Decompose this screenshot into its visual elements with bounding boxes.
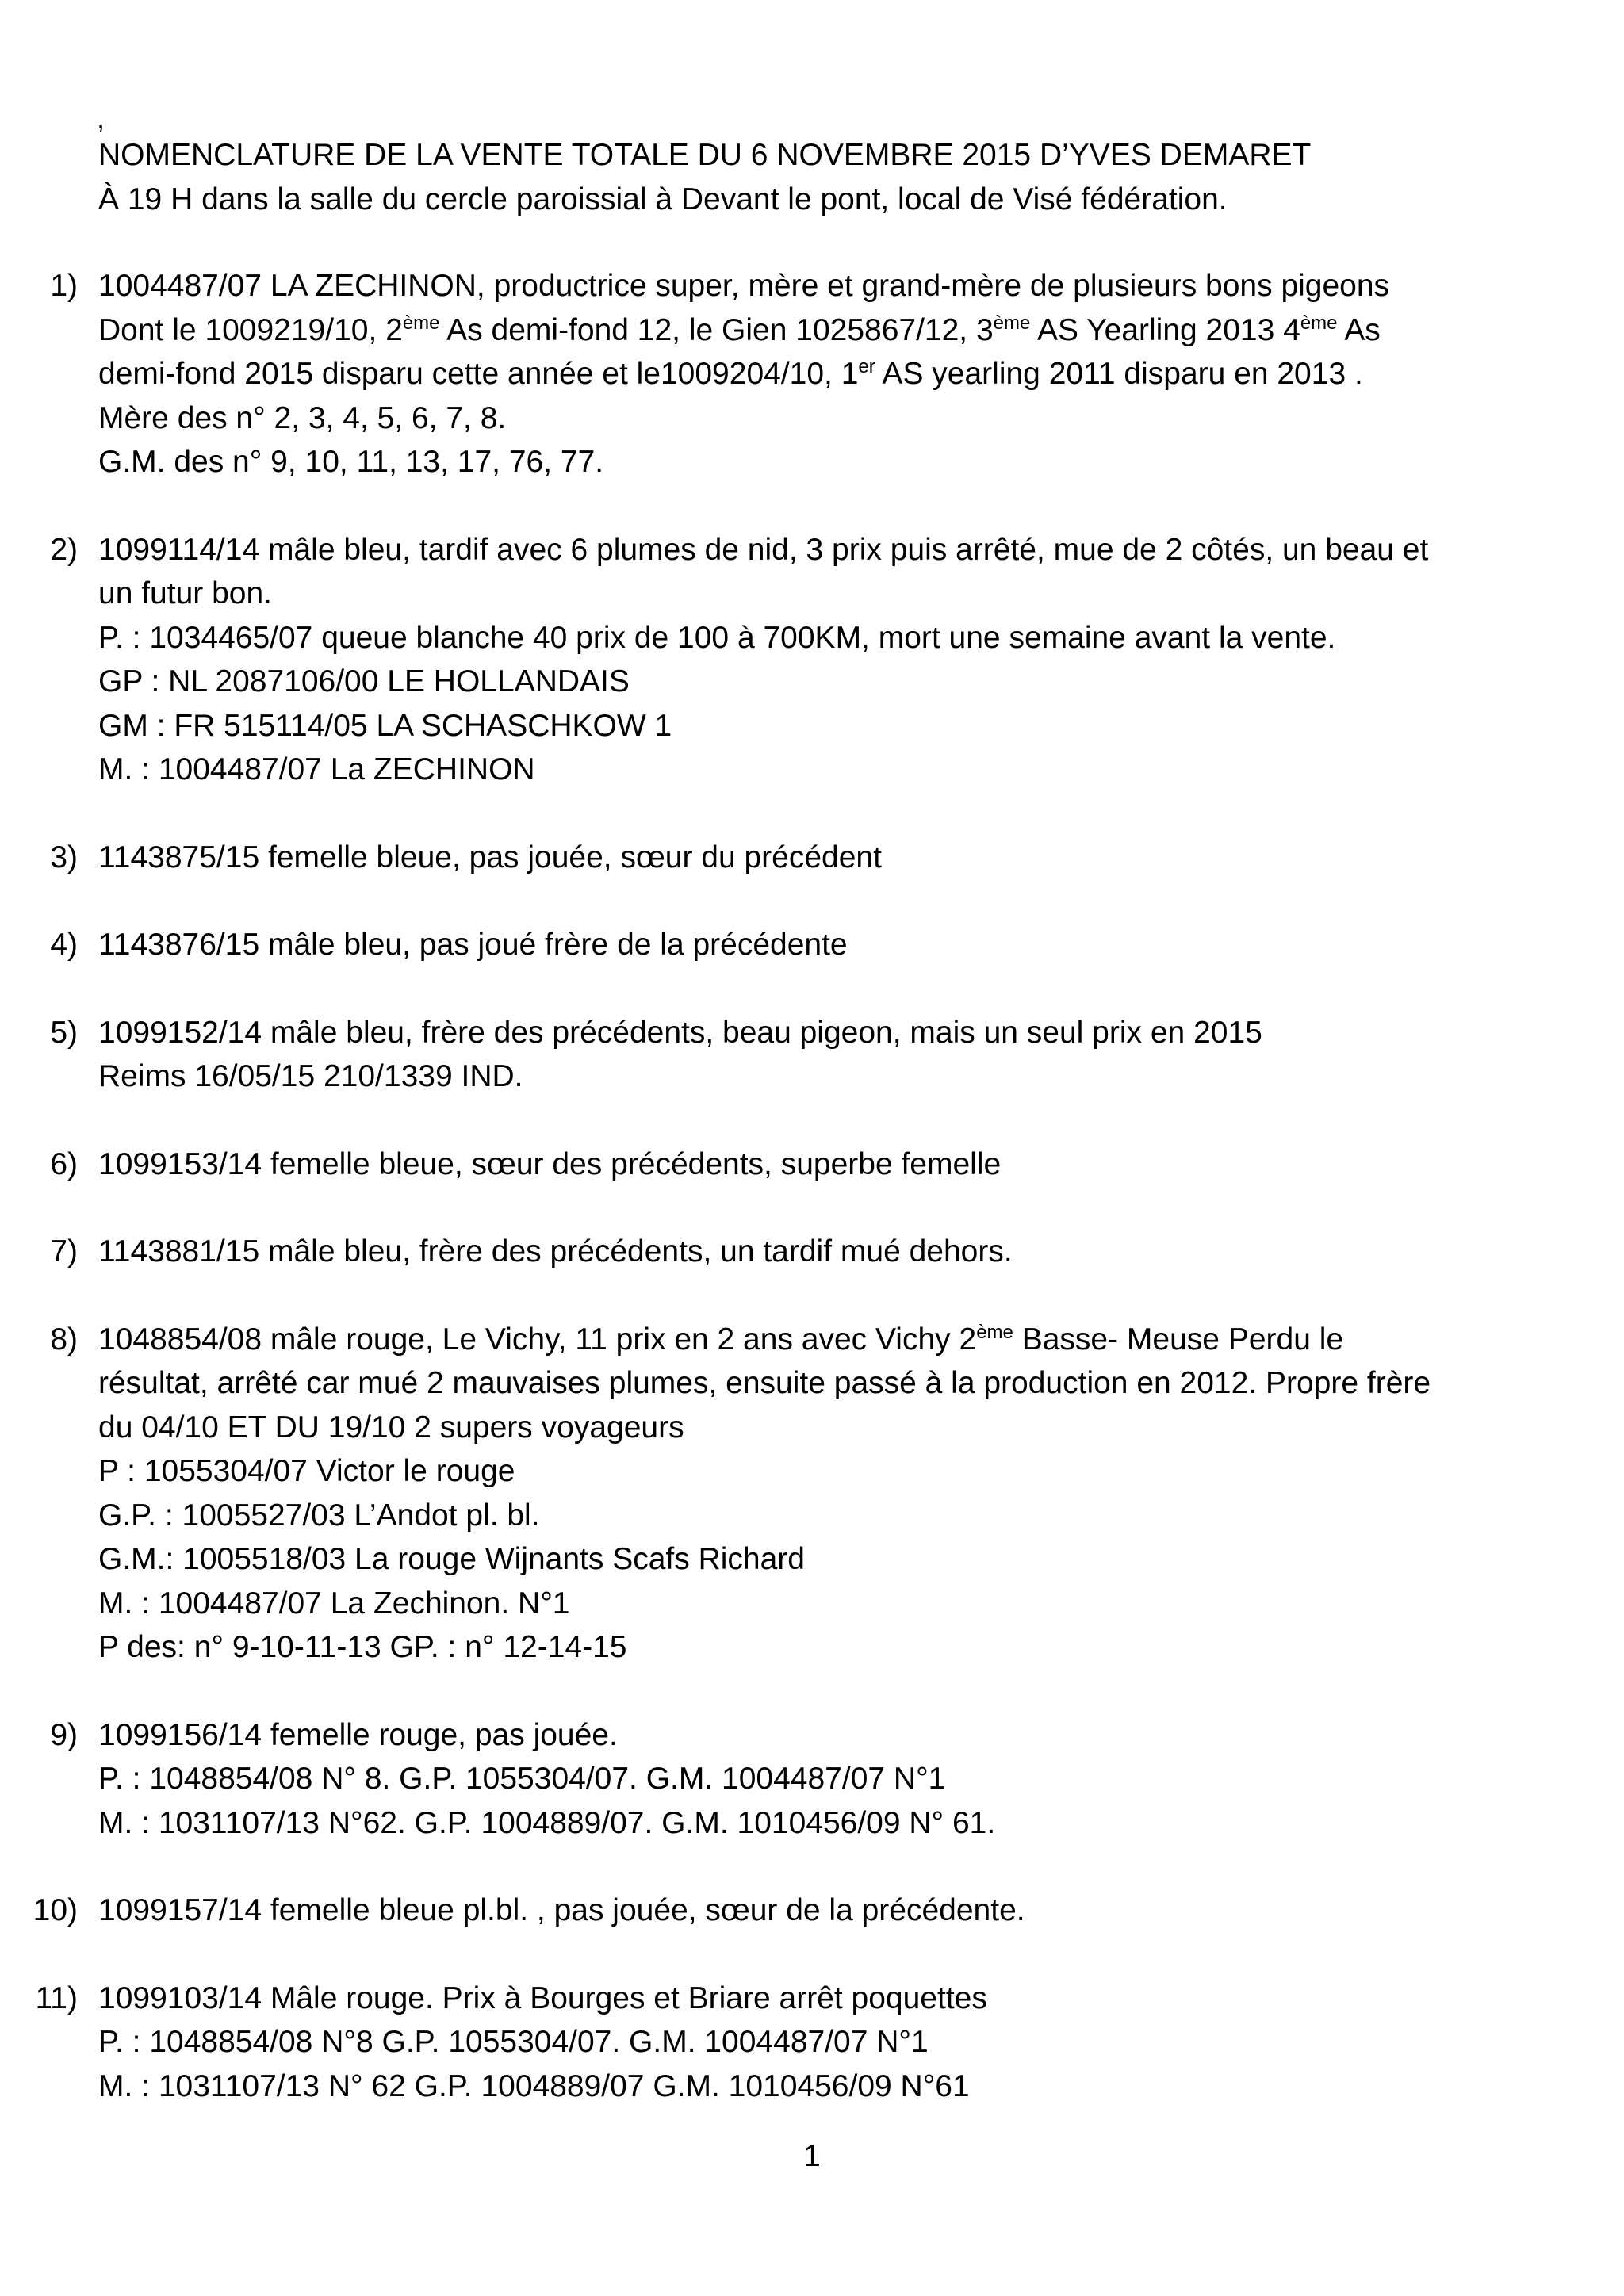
lot-number: 5) xyxy=(50,1015,78,1050)
lot-text-line xyxy=(98,1713,1542,1758)
lot-description xyxy=(98,264,1542,484)
lot-description xyxy=(98,1888,1542,1933)
lot-entry xyxy=(0,264,1624,484)
lot-text-line xyxy=(98,1801,1542,1846)
text-segment: 1143881/15 mâle bleu, frère des précédents, un tardif mué dehors. xyxy=(98,1234,1013,1269)
text-segment: un futur bon. xyxy=(98,576,272,610)
ordinal-suffix: ème xyxy=(993,312,1031,334)
text-segment: Reims 16/05/15 210/1339 IND. xyxy=(98,1059,523,1093)
lot-entry xyxy=(0,528,1624,792)
lot-text-line xyxy=(98,1494,1542,1538)
lot-number: 10) xyxy=(33,1893,78,1927)
lot-text-line xyxy=(98,836,1542,880)
lot-number: 11) xyxy=(35,1980,78,2015)
lot-entry xyxy=(0,1011,1624,1099)
text-segment: As xyxy=(1337,312,1381,347)
lot-text-line xyxy=(98,396,1542,441)
lot-text-line xyxy=(98,1318,1542,1362)
lot-entry xyxy=(0,1142,1624,1187)
text-segment: M. : 1004487/07 La ZECHINON xyxy=(98,752,535,786)
document-subtitle: À 19 H dans la salle du cercle paroissial à Devant le pont, local de Visé fédération. xyxy=(98,182,1228,216)
text-segment: 1143876/15 mâle bleu, pas joué frère de la précédente xyxy=(98,928,848,962)
text-segment: P : 1055304/07 Victor le rouge xyxy=(98,1454,515,1488)
text-segment: M. : 1031107/13 N° 62 G.P. 1004889/07 G.M. 1010456/09 N°61 xyxy=(98,2068,970,2103)
lot-description xyxy=(98,923,1542,967)
lot-text-line xyxy=(98,748,1542,792)
lot-text-line xyxy=(98,1406,1542,1450)
lot-description xyxy=(98,528,1542,792)
lot-entry xyxy=(0,1713,1624,1846)
text-segment: M. : 1004487/07 La Zechinon. N°1 xyxy=(98,1586,570,1621)
lot-list xyxy=(0,264,1624,2152)
text-segment: 1099156/14 femelle rouge, pas jouée. xyxy=(98,1717,618,1752)
text-segment: P des: n° 9-10-11-13 GP. : n° 12-14-15 xyxy=(98,1630,627,1664)
lot-text-line xyxy=(98,1230,1542,1274)
lot-description xyxy=(98,836,1542,880)
text-segment: 1143875/15 femelle bleue, pas jouée, sœur du précédent xyxy=(98,840,882,874)
lot-text-line xyxy=(98,1976,1542,2021)
text-segment: P. : 1048854/08 N°8 G.P. 1055304/07. G.M. 1004487/07 N°1 xyxy=(98,2025,929,2059)
lot-text-line xyxy=(98,1449,1542,1494)
lot-description xyxy=(98,1713,1542,1846)
page-number: 1 xyxy=(803,2139,821,2173)
text-segment: résultat, arrêté car mué 2 mauvaises plumes, ensuite passé à la production en 2012. Propre frère xyxy=(98,1366,1431,1400)
document-title: NOMENCLATURE DE LA VENTE TOTALE DU 6 NOVEMBRE 2015 D’YVES DEMARET xyxy=(98,138,1312,172)
lot-text-line xyxy=(98,1361,1542,1406)
text-segment: 1099157/14 femelle bleue pl.bl. , pas jouée, sœur de la précédente. xyxy=(98,1893,1025,1927)
lot-number: 1) xyxy=(50,269,78,303)
lot-description xyxy=(98,1142,1542,1187)
lot-text-line xyxy=(98,1625,1542,1670)
lot-text-line xyxy=(98,1888,1542,1933)
lot-text-line xyxy=(98,1582,1542,1626)
ordinal-suffix: ème xyxy=(1300,312,1338,334)
text-segment: G.M. des n° 9, 10, 11, 13, 17, 76, 77. xyxy=(98,445,604,479)
lot-entry xyxy=(0,836,1624,880)
text-segment: G.M.: 1005518/03 La rouge Wijnants Scafs Richard xyxy=(98,1542,805,1576)
lot-number: 7) xyxy=(50,1234,78,1269)
text-segment: Basse- Meuse Perdu le xyxy=(1013,1322,1344,1357)
text-segment: du 04/10 ET DU 19/10 2 supers voyageurs xyxy=(98,1410,684,1445)
text-segment: As demi-fond 12, le Gien 1025867/12, 3 xyxy=(439,312,994,347)
ordinal-suffix: ème xyxy=(402,312,440,334)
lot-entry xyxy=(0,923,1624,967)
stray-comma: , xyxy=(97,102,105,135)
lot-text-line xyxy=(98,264,1542,308)
lot-entry xyxy=(0,1318,1624,1670)
lot-text-line xyxy=(98,704,1542,748)
lot-text-line xyxy=(98,1054,1542,1099)
lot-number: 3) xyxy=(50,840,78,874)
lot-description xyxy=(98,1976,1542,2109)
text-segment: P. : 1034465/07 queue blanche 40 prix de 100 à 700KM, mort une semaine avant la vente. xyxy=(98,620,1336,655)
lot-text-line xyxy=(98,1011,1542,1055)
text-segment: GP : NL 2087106/00 LE HOLLANDAIS xyxy=(98,664,630,698)
text-segment: AS Yearling 2013 4 xyxy=(1030,312,1300,347)
lot-text-line xyxy=(98,572,1542,616)
lot-text-line xyxy=(98,1757,1542,1801)
lot-text-line xyxy=(98,660,1542,704)
lot-number: 8) xyxy=(50,1322,78,1357)
lot-text-line xyxy=(98,2064,1542,2109)
lot-description xyxy=(98,1230,1542,1274)
lot-number: 9) xyxy=(50,1717,78,1752)
text-segment: 1099152/14 mâle bleu, frère des précédents, beau pigeon, mais un seul prix en 2015 xyxy=(98,1015,1262,1050)
lot-text-line xyxy=(98,1537,1542,1582)
lot-entry xyxy=(0,1976,1624,2109)
lot-text-line xyxy=(98,308,1542,353)
lot-number: 4) xyxy=(50,928,78,962)
text-segment: 1099114/14 mâle bleu, tardif avec 6 plumes de nid, 3 prix puis arrêté, mue de 2 côtés, un beau et xyxy=(98,532,1429,567)
lot-description xyxy=(98,1318,1542,1670)
lot-number: 2) xyxy=(50,532,78,567)
lot-text-line xyxy=(98,616,1542,660)
lot-number: 6) xyxy=(50,1146,78,1181)
lot-text-line xyxy=(98,440,1542,484)
text-segment: G.P. : 1005527/03 L’Andot pl. bl. xyxy=(98,1498,540,1533)
ordinal-suffix: er xyxy=(858,356,875,377)
lot-text-line xyxy=(98,1142,1542,1187)
lot-text-line xyxy=(98,528,1542,572)
document-header xyxy=(98,133,1311,222)
text-segment: 1048854/08 mâle rouge, Le Vichy, 11 prix en 2 ans avec Vichy 2 xyxy=(98,1322,977,1357)
lot-text-line xyxy=(98,923,1542,967)
ordinal-suffix: ème xyxy=(976,1321,1013,1343)
lot-description xyxy=(98,1011,1542,1099)
lot-text-line xyxy=(98,2020,1542,2064)
text-segment: demi-fond 2015 disparu cette année et le1009204/10, 1 xyxy=(98,357,859,391)
text-segment: 1099153/14 femelle bleue, sœur des précédents, superbe femelle xyxy=(98,1146,1002,1181)
text-segment: 1099103/14 Mâle rouge. Prix à Bourges et Briare arrêt poquettes xyxy=(98,1980,987,2015)
text-segment: AS yearling 2011 disparu en 2013 . xyxy=(875,357,1363,391)
lot-entry xyxy=(0,1888,1624,1933)
text-segment: Mère des n° 2, 3, 4, 5, 6, 7, 8. xyxy=(98,400,507,435)
text-segment: 1004487/07 LA ZECHINON, productrice super, mère et grand-mère de plusieurs bons pigeons xyxy=(98,269,1390,303)
lot-text-line xyxy=(98,352,1542,396)
text-segment: M. : 1031107/13 N°62. G.P. 1004889/07. G.M. 1010456/09 N° 61. xyxy=(98,1805,996,1840)
text-segment: P. : 1048854/08 N° 8. G.P. 1055304/07. G.M. 1004487/07 N°1 xyxy=(98,1762,946,1796)
text-segment: GM : FR 515114/05 LA SCHASCHKOW 1 xyxy=(98,708,672,743)
lot-entry xyxy=(0,1230,1624,1274)
text-segment: Dont le 1009219/10, 2 xyxy=(98,312,403,347)
